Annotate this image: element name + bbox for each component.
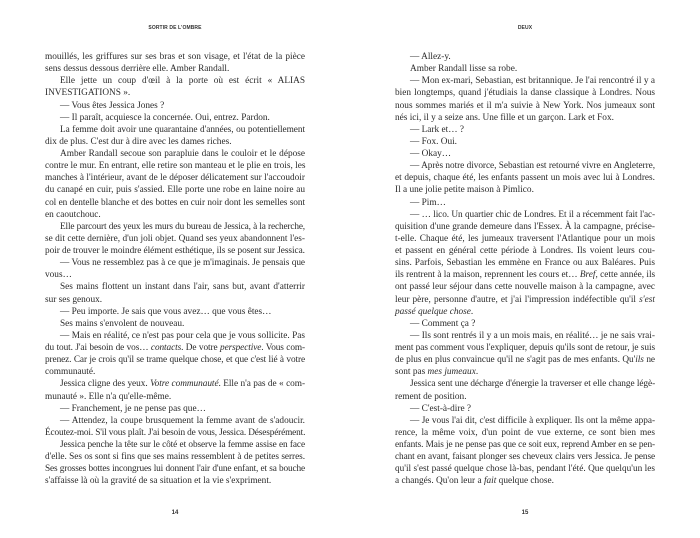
text-line: — Mais en réalité, ce n'est pas pour cela que je vous sollicite. Pas	[60, 330, 305, 341]
text-line: manches à l'intérieur, avant de le déposer délicatement sur l'accoudoir	[45, 173, 305, 184]
text-line: Jessica penche la tête sur le côté et observe la femme assise en face	[60, 440, 305, 450]
text-line: mouillés, les griffures sur ses bras et son visage, et l'état de la pièce	[45, 52, 305, 62]
text-line: d'elle. Ses os sont si fins que ses mains ressemblent à de petites serres.	[45, 452, 305, 463]
text-line: qu'il s'est passé quelque chose là-bas, pendant l'été. Que quelqu'un les	[395, 464, 655, 475]
text-segment: . Vous com-	[261, 343, 305, 353]
italic-segment: ils	[635, 355, 644, 366]
text-line: — Il paraît, acquiesce la concernée. Oui, entrez. Pardon.	[60, 112, 270, 123]
text-line	[45, 342, 305, 354]
text-line: col en dentelle blanche et des bottes en cuir noir dont les semelles sont	[45, 197, 305, 208]
text-line	[45, 378, 305, 390]
text-line: — Mon ex-mari, Sebastian, est britannique. Je l'ai rencontré il y a	[410, 76, 655, 87]
paragraph	[45, 51, 305, 75]
text-line: ont passé leur séjour dans cette nouvelle maison à la campagne, avec	[395, 282, 655, 293]
italic-segment: perspective	[220, 343, 262, 353]
text-line: sens dessus dessous derrière elle. Amber Randall.	[45, 64, 230, 75]
text-segment: ils rentrent à la maison, reprennent les cours et…	[395, 270, 580, 281]
paragraph	[45, 318, 305, 330]
italic-segment: Bref	[579, 270, 596, 281]
text-line: — Vous êtes Jessica Jones ?	[60, 100, 165, 111]
text-line: — Je vous l'ai dit, c'est difficile à expliquer. Ils ont la même appa-	[410, 415, 655, 426]
paragraph	[45, 403, 305, 415]
text-line: rement de position.	[395, 391, 467, 402]
text-line: s'affaisse là où la gravité de sa situation et la vie s'expriment.	[45, 476, 272, 487]
text-line	[395, 269, 655, 281]
text-line: nés ici, il y a seize ans. Une fille et un garçon. Lark et Fox.	[395, 112, 614, 123]
text-line: Elle jette un coup d'œil à la porte où est écrit « ALIAS	[60, 76, 305, 87]
page-body	[395, 51, 655, 488]
text-line: — Attendez, la coupe brusquement la femme avant de s'adoucir.	[60, 415, 305, 426]
text-segment: quelque chose.	[496, 476, 554, 487]
paragraph	[395, 197, 655, 209]
paragraph	[395, 75, 655, 124]
text-line: bien longtemps, quand j'étudiais la danse classique à Londres. Nous	[395, 88, 655, 99]
paragraph	[395, 330, 655, 379]
paragraph	[45, 100, 305, 112]
text-line: INVESTIGATIONS ».	[45, 88, 131, 99]
italic-segment: mes jumeaux	[427, 367, 476, 378]
text-segment: de plus en plus convaincue qu'il ne s'agit pas de mes enfants. Qu'	[395, 355, 636, 366]
text-line: La femme doit avoir une quarantaine d'années, ou potentiellement	[60, 124, 305, 135]
text-segment: .	[475, 367, 479, 378]
paragraph	[395, 378, 655, 402]
paragraph	[45, 330, 305, 379]
paragraph	[45, 257, 305, 281]
text-line: et depuis, chaque été, les enfants passent un mois avec lui à Londres.	[395, 173, 655, 184]
text-line: enfants. Mais je ne pense pas que ce soit eux, reprend Amber en se pen-	[395, 440, 655, 450]
text-segment: . De votre	[181, 343, 221, 353]
text-line: contre le mur. En entrant, elle retire son manteau et le plie en trois, les	[45, 161, 306, 172]
text-line: t-elle. Chaque été, les jumeaux traversent l'Atlantique pour un mois	[395, 233, 655, 244]
text-segment: . Elle n'a pas de « com-	[218, 379, 305, 390]
paragraph	[395, 63, 655, 75]
text-line: du canapé en cuir, puis s'assied. Elle porte une robe en laine noire au	[45, 185, 305, 196]
text-line: Il a une jolie petite maison à Pimlico.	[395, 185, 534, 196]
paragraph	[45, 415, 305, 439]
text-line: et passent en général cette période à Londres. Ils voient leurs cou-	[395, 246, 655, 256]
text-line: — Franchement, je ne pense pas que…	[60, 403, 206, 414]
text-line: sur ses genoux.	[45, 294, 103, 305]
text-line	[395, 475, 655, 487]
text-line: en caoutchouc.	[45, 209, 101, 220]
text-line: prenez. Car je crois qu'il se trame quelque chose, et que c'est lié à votre	[45, 355, 305, 366]
paragraph	[45, 112, 305, 124]
text-line: — Comment ça ?	[410, 318, 476, 329]
text-line: Amber Randall lisse sa robe.	[410, 64, 518, 75]
text-line: munauté ». Elle n'a qu'elle-même.	[45, 391, 172, 402]
text-line: Ses mains s'envolent de nouveau.	[60, 318, 185, 329]
paragraph	[45, 75, 305, 99]
text-line: Écoutez-moi. S'il vous plaît. J'ai besoin de vous, Jessica. Désespérément.	[45, 427, 306, 438]
paragraph	[395, 136, 655, 148]
text-segment: du tout. J'ai besoin de vos…	[45, 343, 151, 353]
text-line: se dit cette dernière, d'un joli objet. Quand ses yeux abandonnent l'es-	[45, 233, 305, 244]
running-head: SORTIR DE L'OMBRE	[148, 25, 202, 31]
text-line	[395, 366, 655, 378]
paragraph	[395, 124, 655, 136]
text-line: quisition d'une grande demeure dans l'Essex. À la campagne, précise-	[395, 221, 655, 232]
paragraph	[45, 439, 305, 488]
italic-segment: passé quelque chose	[395, 306, 471, 317]
paragraph	[395, 209, 655, 318]
text-line: chant en avant, faisant plonger ses cheveux clairs vers Jessica. Je pense	[395, 452, 655, 463]
text-line: Ses grosses bottes incongrues lui donnent l'air d'une enfant, et sa bouche	[45, 464, 305, 475]
text-line: — … lico. Un quartier chic de Londres. Et il a récemment fait l'ac-	[410, 209, 655, 220]
text-line: — Ils sont rentrés il y a un mois mais, en réalité… je ne sais vrai-	[410, 330, 655, 341]
paragraph	[395, 148, 655, 160]
text-segment: a changés. Qu'on leur a	[395, 476, 484, 487]
italic-segment: fait	[483, 476, 497, 487]
text-line: — Okay…	[410, 149, 452, 159]
text-line: — Peu importe. Je sais que vous avez… que vous êtes…	[60, 306, 272, 317]
italic-segment: Votre communauté	[150, 379, 219, 390]
running-head: DEUX	[517, 25, 533, 31]
paragraph	[395, 51, 655, 63]
text-segment: Jessica cligne des yeux.	[60, 379, 151, 390]
text-line	[395, 294, 655, 306]
text-line: — Vous ne ressemblez pas à ce que je m'imaginais. Je pensais que	[60, 258, 305, 269]
text-line: — Allez-y.	[410, 52, 451, 62]
text-line: — Après notre divorce, Sebastian est retourné vivre en Angleterre,	[410, 161, 655, 172]
text-line: Ses mains flottent un instant dans l'air, sans but, avant d'atterrir	[60, 282, 305, 293]
text-line: dix de plus. C'est dur à dire avec les dames riches.	[45, 136, 232, 147]
italic-segment: s'est	[639, 294, 655, 305]
text-segment: sont pas	[395, 367, 428, 378]
text-segment: .	[470, 306, 474, 317]
text-line	[395, 354, 655, 366]
paragraph	[395, 318, 655, 330]
paragraph	[395, 160, 655, 196]
paragraph	[45, 306, 305, 318]
text-line: poir de trouver le moindre élément esthétique, ils se posent sur Jessica.	[45, 246, 305, 256]
page-number: 14	[171, 510, 179, 516]
paragraph	[45, 148, 305, 221]
text-segment: , cette année, ils	[595, 270, 656, 281]
page-number: 15	[521, 510, 529, 516]
text-line: Amber Randall secoue son parapluie dans le couloir et le dépose	[60, 149, 305, 159]
paragraph	[45, 124, 305, 148]
text-line: vous…	[45, 270, 72, 281]
paragraph	[395, 403, 655, 415]
text-line: communauté.	[45, 367, 96, 378]
italic-segment: contacts	[150, 343, 182, 353]
text-line: — Fox. Oui.	[410, 136, 458, 147]
text-line: rence, la même voix, d'un point de vue externe, ce sont bien mes	[395, 427, 655, 438]
text-line	[395, 306, 655, 318]
paragraph	[45, 281, 305, 305]
paragraph	[45, 221, 305, 257]
paragraph	[395, 415, 655, 488]
page-body	[45, 51, 305, 488]
text-line: nous sommes mariés et il m'a suivie à New York. Nos jumeaux sont	[395, 100, 655, 111]
text-line: Jessica sent une décharge d'énergie la traverser et elle change légè-	[410, 379, 656, 390]
right-page	[350, 0, 700, 538]
text-segment: leur père, personne d'autre, et j'ai l'impression indéfectible qu'il	[395, 294, 640, 305]
text-line: ment pas comment vous l'expliquer, depuis qu'ils sont de retour, je suis	[395, 343, 656, 353]
text-line: — Pim…	[410, 197, 446, 208]
text-line: sins. Parfois, Sebastian les emmène en France ou aux Baléares. Puis	[395, 258, 655, 269]
text-line: — C'est-à-dire ?	[410, 403, 472, 414]
text-line: — Lark et… ?	[410, 124, 464, 135]
paragraph	[45, 378, 305, 402]
text-line: Elle parcourt des yeux les murs du bureau de Jessica, à la recherche,	[60, 221, 305, 232]
text-segment: ne	[643, 355, 655, 366]
